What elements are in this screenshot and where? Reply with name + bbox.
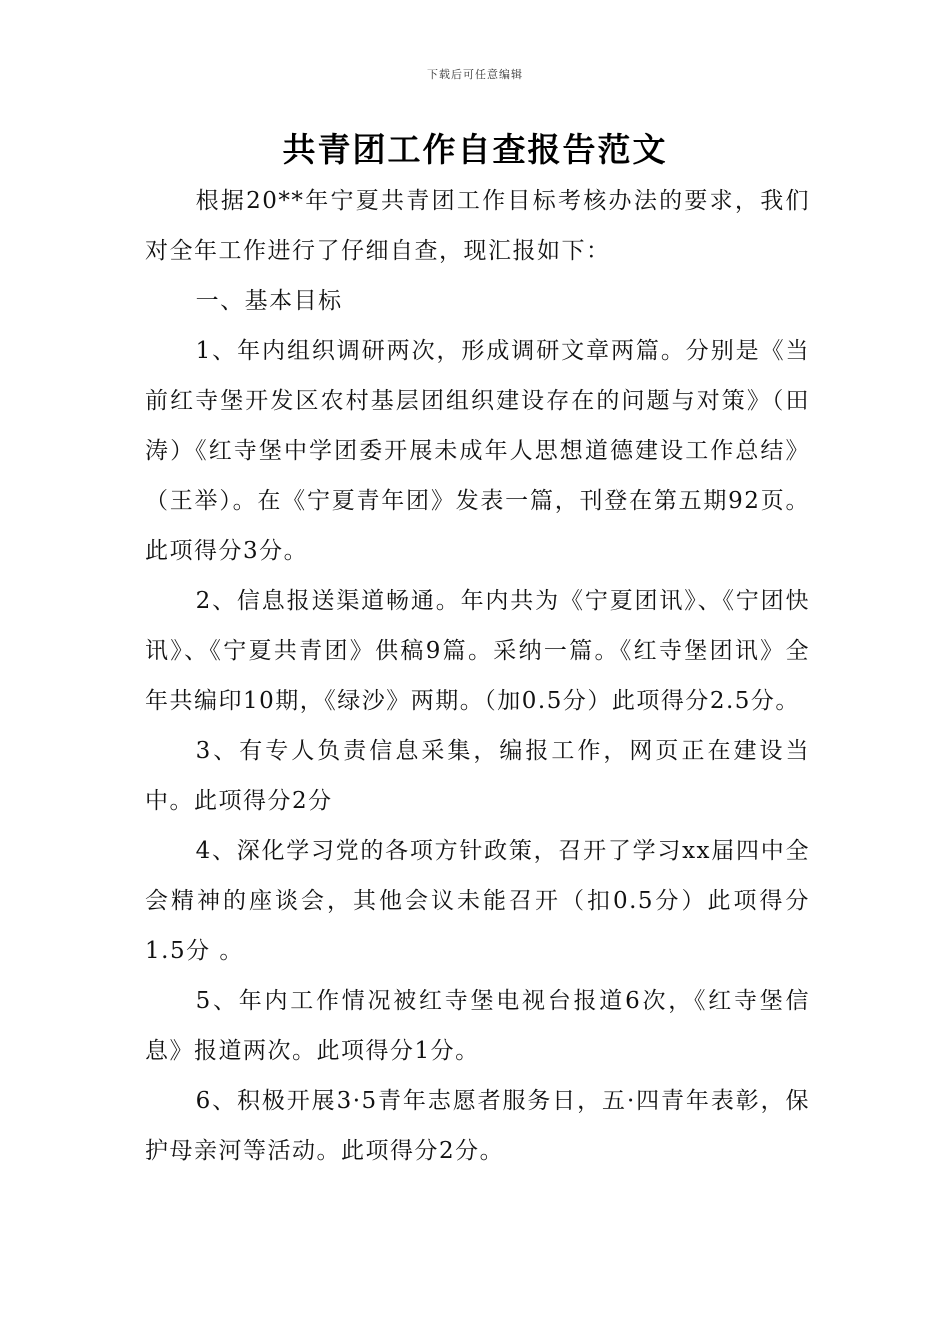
section-heading: 一、基本目标 bbox=[195, 288, 343, 314]
item-paragraph-3: 3、有专人负责信息采集，编报工作，网页正在建设当中。此项得分2分 bbox=[145, 738, 810, 814]
item-paragraph-2: 2、信息报送渠道畅通。年内共为《宁夏团讯》、《宁团快讯》、《宁夏共青团》供稿9篇。采纳一篇。《红寺堡团讯》全年共编印10期，《绿沙》两期。（加0.5分）此项得分2.5分。 bbox=[145, 588, 810, 714]
intro-paragraph: 根据20**年宁夏共青团工作目标考核办法的要求，我们对全年工作进行了仔细自查，现汇报如下： bbox=[145, 188, 810, 264]
header-note: 下载后可任意编辑 bbox=[427, 68, 523, 81]
page-title: 共青团工作自查报告范文 bbox=[282, 130, 668, 169]
item-paragraph-6: 6、积极开展3·5青年志愿者服务日，五·四青年表彰，保护母亲河等活动。此项得分2分。 bbox=[145, 1088, 810, 1164]
item-paragraph-1: 1、年内组织调研两次，形成调研文章两篇。分别是《当前红寺堡开发区农村基层团组织建设存在的问题与对策》（田涛）《红寺堡中学团委开展未成年人思想道德建设工作总结》（王举）。在《宁夏青年团》发表一篇，刊登在第五期92页。此项得分3分。 bbox=[145, 338, 810, 564]
document-body bbox=[145, 176, 810, 1176]
item-paragraph-5: 5、年内工作情况被红寺堡电视台报道6次，《红寺堡信息》报道两次。此项得分1分。 bbox=[145, 988, 810, 1064]
item-paragraph-4: 4、深化学习党的各项方针政策，召开了学习xx届四中全会精神的座谈会，其他会议未能召开（扣0.5分）此项得分1.5分 。 bbox=[145, 838, 810, 964]
